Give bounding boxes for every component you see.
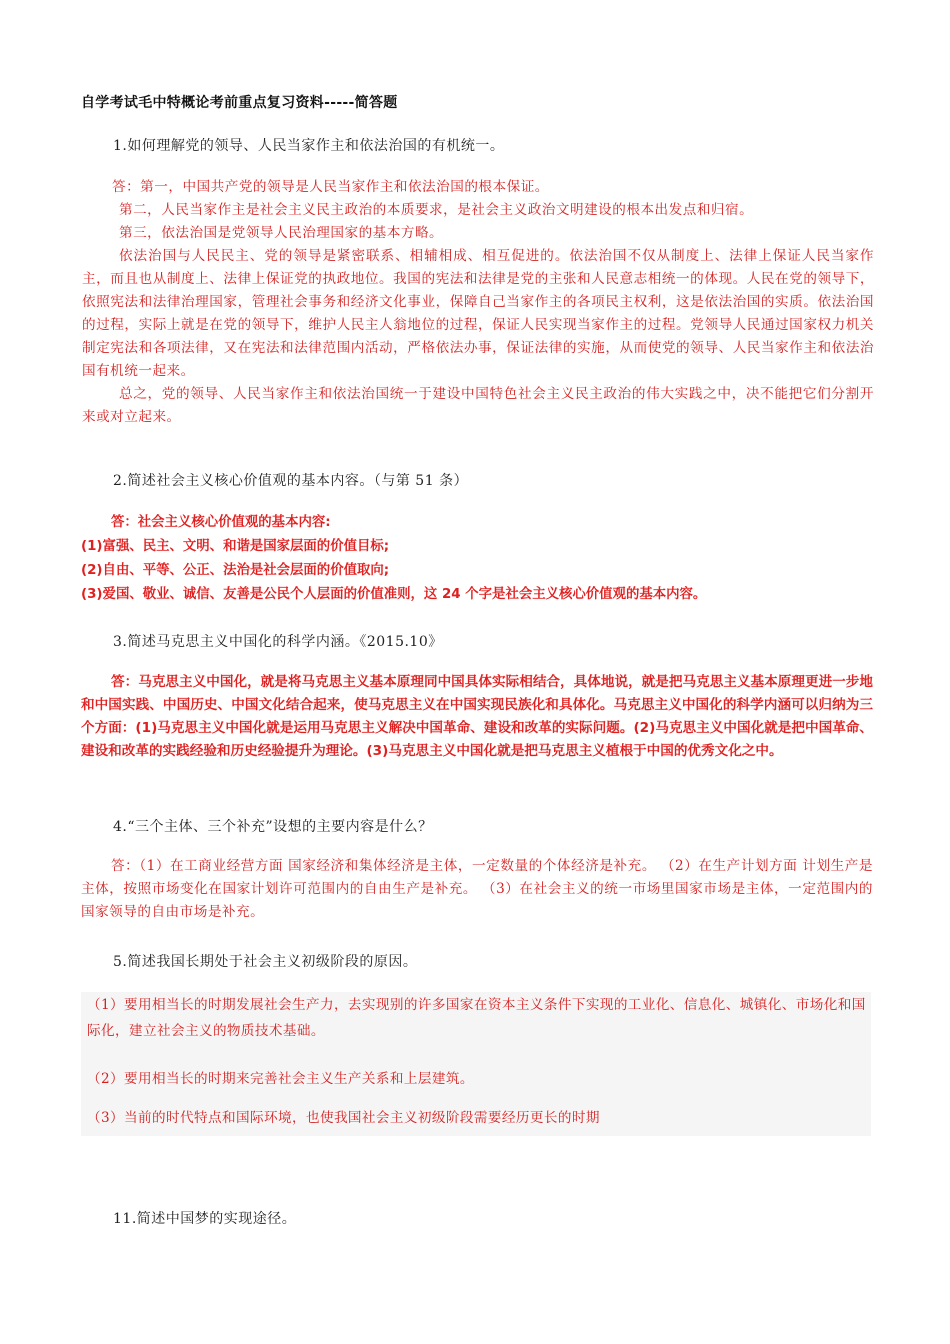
answer-2 <box>81 511 871 607</box>
answer-1-line-2: 第二，人民当家作主是社会主义民主政治的本质要求，是社会主义政治文明建设的根本出发点和归宿。 <box>119 202 754 218</box>
question-1: 1.如何理解党的领导、人民当家作主和依法治国的有机统一。 <box>113 138 505 154</box>
answer-1-paragraph-1: 依法治国与人民民主、党的领导是紧密联系、相辅相成、相互促进的。依法治国不仅从制度上、法律上保证人民当家作主，而且也从制度上、法律上保证党的执政地位。我国的宪法和法律是党的主张和人民意志相统一的体现。人民在党的领导下，依照宪法和法律治理国家，管理社会事务和经济文化事业，保障自己当家作主的各项民主权利，这是依法治国的实质。依法治国的过程，实际上就是在党的领导下，维护人民主人翁地位的过程，保证人民实现当家作主的过程。党领导人民通过国家权力机关制定宪法和各项法律，又在宪法和法律范围内活动，严格依法办事，保证法律的实施，从而使党的领导、人民当家作主和依法治国有机统一起来。 <box>82 248 874 379</box>
question-2: 2.简述社会主义核心价值观的基本内容。（与第 51 条） <box>113 473 469 489</box>
question-3: 3.简述马克思主义中国化的科学内涵。《2015.10》 <box>113 634 443 650</box>
answer-3: 答：马克思主义中国化，就是将马克思主义基本原理同中国具体实际相结合，具体地说，就是把马克思主义基本原理更进一步地和中国实践、中国历史、中国文化结合起来，使马克思主义在中国实现民族化和具体化。马克思主义中国化的科学内涵可以归纳为三个方面：(1)马克思主义中国化就是运用马克思主义解决中国革命、建设和改革的实际问题。(2)马克思主义中国化就是把中国革命、建设和改革的实践经验和历史经验提升为理论。(3)马克思主义中国化就是把马克思主义植根于中国的优秀文化之中。 <box>81 674 873 759</box>
question-4: 4.“三个主体、三个补充”设想的主要内容是什么？ <box>113 819 433 835</box>
answer-1-paragraph-2: 总之，党的领导、人民当家作主和依法治国统一于建设中国特色社会主义民主政治的伟大实践之中，决不能把它们分割开来或对立起来。 <box>82 386 874 425</box>
answer-2-line-3: (2)自由、平等、公正、法治是社会层面的价值取向; <box>81 563 390 578</box>
answer-1-line-3: 第三，依法治国是党领导人民治理国家的基本方略。 <box>119 225 444 241</box>
answer-2-line-4: (3)爱国、敬业、诚信、友善是公民个人层面的价值准则，这 24 个字是社会主义核心价值观的基本内容。 <box>81 587 707 602</box>
answer-2-line-1: 答：社会主义核心价值观的基本内容: <box>111 515 331 530</box>
answer-2-line-2: (1)富强、民主、文明、和谐是国家层面的价值目标; <box>81 539 390 554</box>
answer-1-line-1: 答：第一，中国共产党的领导是人民当家作主和依法治国的根本保证。 <box>112 179 549 195</box>
document-title: 自学考试毛中特概论考前重点复习资料-----简答题 <box>81 95 398 111</box>
answer-5-point-1: （1）要用相当长的时期发展社会生产力，去实现别的许多国家在资本主义条件下实现的工业化、信息化、城镇化、市场化和国际化，建立社会主义的物质技术基础。 <box>87 997 866 1039</box>
question-5: 5.简述我国长期处于社会主义初级阶段的原因。 <box>113 954 418 970</box>
answer-1 <box>82 176 874 429</box>
question-11: 11.简述中国梦的实现途径。 <box>113 1211 297 1227</box>
answer-5-point-2: （2）要用相当长的时期来完善社会主义生产关系和上层建筑。 <box>87 1071 474 1087</box>
answer-4: 答：（1）在工商业经营方面 国家经济和集体经济是主体，一定数量的个体经济是补充。 （2）在生产计划方面 计划生产是主体，按照市场变化在国家计划许可范围内的自由生产是补充。 （3）在社会主义的统一市场里国家市场是主体，一定范围内的国家领导的自由市场是补充。 <box>81 858 873 920</box>
answer-5-point-3: （3）当前的时代特点和国际环境，也使我国社会主义初级阶段需要经历更长的时期 <box>87 1110 600 1126</box>
answer-5-highlight-box <box>81 992 871 1136</box>
